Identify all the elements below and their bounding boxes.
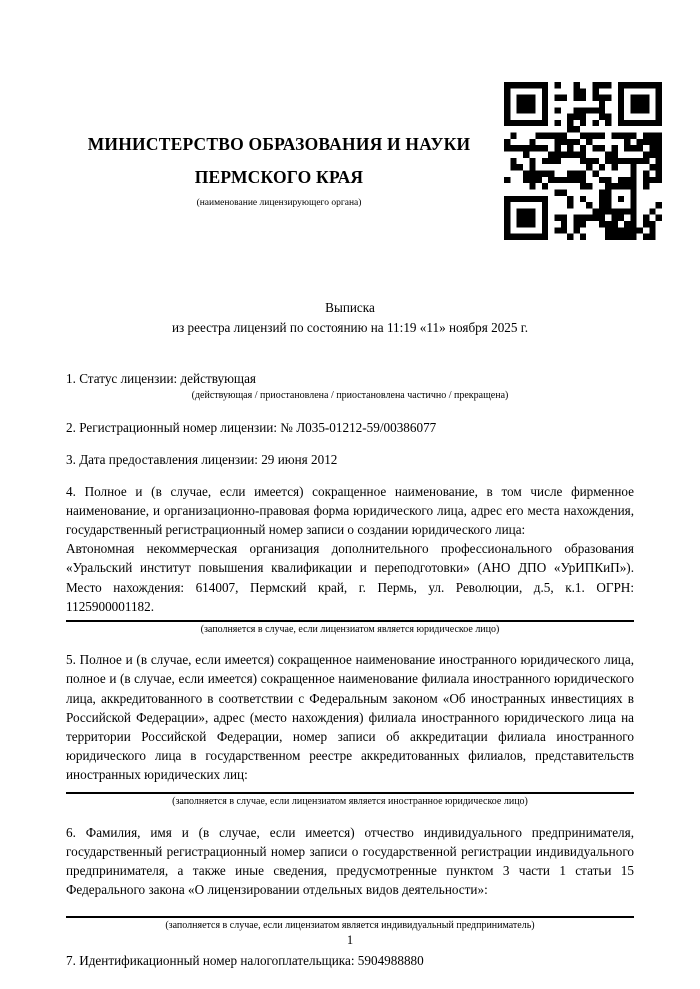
foreign-entity-blank-line [66, 792, 634, 794]
grant-date-text: 3. Дата предоставления лицензии: 29 июня 2012 [66, 451, 338, 467]
foreign-entity-caption: (заполняется в случае, если лицензиатом является иностранное юридическое лицо) [172, 796, 528, 808]
document-subtitle: из реестра лицензий по состоянию на 11:19 «11» ноября 2025 г. [171, 320, 529, 336]
qr-code-icon [504, 82, 662, 240]
document-title: Выписка [325, 300, 375, 315]
issuing-authority-name-line2: ПЕРМСКОГО КРАЯ [194, 167, 364, 188]
registration-number-text: 2. Регистрационный номер лицензии: № Л035-01212-59/00386077 [66, 419, 437, 435]
entrepreneur-blank-line [66, 916, 634, 918]
field-registration-number [66, 418, 634, 437]
entrepreneur-label: 6. Фамилия, имя и (в случае, если имеется) отчество индивидуального предпринимателя, государственный регистрационный номер записи о государственной регистрации индивидуального предпринимателя, а также иные сведения, предусмотренные пунктом 3 части 1 статьи 15 Федерального закона «О лицензировании отдельных видов деятельности»: [66, 824, 634, 898]
field-taxpayer-id [66, 951, 634, 970]
issuing-authority-caption: (наименование лицензирующего органа) [196, 197, 362, 208]
field-legal-entity [66, 482, 634, 637]
document-title-block [66, 298, 634, 339]
field-entrepreneur [66, 823, 634, 934]
field-foreign-entity [66, 650, 634, 809]
issuing-authority-block [68, 128, 490, 209]
document-header [66, 0, 634, 262]
legal-entity-value: Автономная некоммерческая организация дополнительного профессионального образования «Уральский институт повышения квалификации и переподготовки» (АНО ДПО «УрИПКиП»). Место нахождения: 614007, Пермский край, г. Пермь, ул. Революции, д.5, к.1. ОГРН: 1125900001182. [66, 541, 634, 614]
legal-entity-underline [66, 620, 634, 622]
legal-entity-caption: (заполняется в случае, если лицензиатом является юридическое лицо) [200, 623, 500, 635]
license-status-text: 1. Статус лицензии: действующая [66, 370, 257, 386]
issuing-authority-name-line1: МИНИСТЕРСТВО ОБРАЗОВАНИЯ И НАУКИ [87, 134, 471, 154]
legal-entity-label: 4. Полное и (в случае, если имеется) сокращенное наименование, в том числе фирменное наименование, и организационно-правовая форма юридического лица, адрес его места нахождения, государственный регистрационный номер записи о создании юридического лица: [66, 483, 634, 538]
field-license-status [66, 369, 634, 404]
field-grant-date [66, 450, 634, 469]
entrepreneur-caption: (заполняется в случае, если лицензиатом является индивидуальный предприниматель) [165, 920, 535, 932]
taxpayer-id-text: 7. Идентификационный номер налогоплательщика: 5904988880 [66, 952, 424, 968]
page-number: 1 [346, 932, 354, 947]
license-status-options-caption: (действующая / приостановлена / приостановлена частично / прекращена) [191, 390, 509, 402]
foreign-entity-label: 5. Полное и (в случае, если имеется) сокращенное наименование иностранного юридического лица, полное и (в случае, если имеется) сокращенное наименование филиала иностранного юридического лица, аккредитованного в соответствии с Федеральным законом «Об иностранных инвестициях в Российской Федерации», адрес (место нахождения) филиала иностранного юридического лица на территории Российской Федерации, номер записи об аккредитации филиала иностранного юридического лица в государственном реестре аккредитованных филиалов, представительств иностранных юридических лиц: [66, 652, 634, 783]
